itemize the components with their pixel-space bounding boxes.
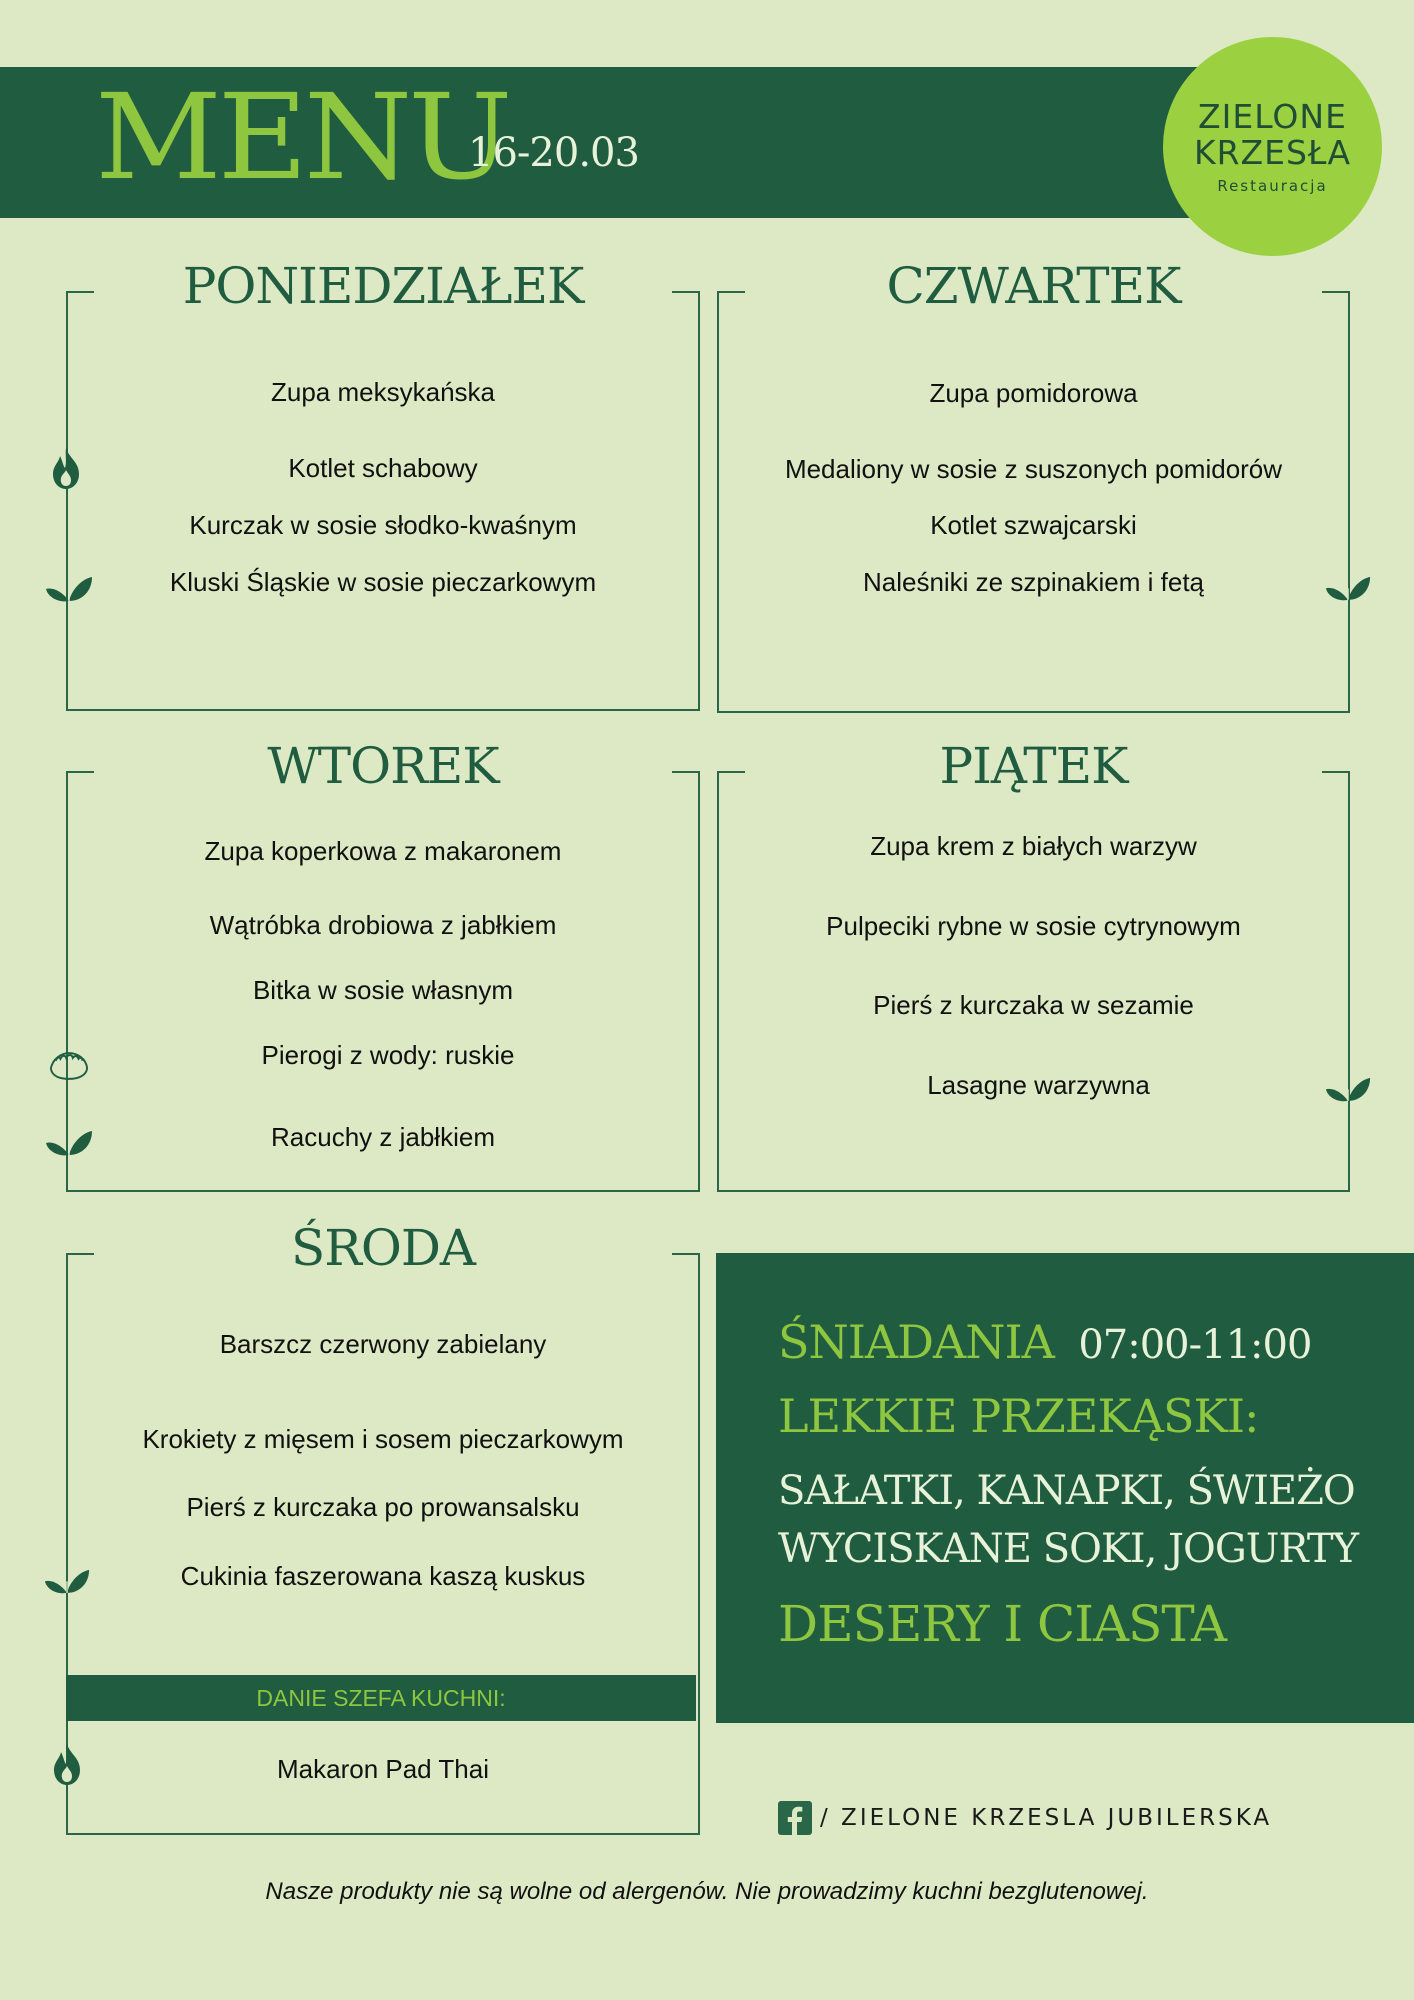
snacks-line-2: WYCISKANE SOKI, JOGURTY — [778, 1526, 1358, 1572]
day-title-thursday: CZWARTEK — [886, 257, 1181, 315]
chef-special-label: DANIE SZEFA KUCHNI: — [66, 1675, 696, 1721]
leaf-icon — [44, 1123, 94, 1157]
restaurant-logo — [1163, 37, 1382, 256]
dish-item: Kurczak w sosie słodko-kwaśnym — [189, 510, 577, 540]
breakfast-panel — [716, 1253, 1414, 1723]
dish-item: Naleśniki ze szpinakiem i fetą — [862, 567, 1205, 597]
dish-item: Kluski Śląskie w sosie pieczarkowym — [169, 567, 597, 597]
breakfast-title: ŚNIADANIA — [778, 1315, 1054, 1369]
dish-item: Kotlet schabowy — [288, 453, 478, 483]
day-box-wednesday — [66, 1219, 700, 1835]
logo-subtitle: Restauracja — [1217, 176, 1328, 195]
dish-item: Cukinia faszerowana kaszą kuskus — [180, 1561, 586, 1591]
dish-item: Pierogi z wody: ruskie — [261, 1040, 515, 1070]
logo-line-2: KRZESŁA — [1193, 132, 1352, 172]
facebook-icon[interactable] — [778, 1801, 812, 1835]
day-box-monday — [66, 257, 700, 711]
dish-item: Lasagne warzywna — [927, 1070, 1150, 1100]
snacks-line-1: SAŁATKI, KANAPKI, ŚWIEŻO — [778, 1468, 1355, 1514]
dish-item: Zupa meksykańska — [271, 377, 495, 407]
desserts-title: DESERY I CIASTA — [778, 1595, 1227, 1653]
dish-item: Pierś z kurczaka po prowansalsku — [186, 1492, 580, 1522]
social-link[interactable] — [778, 1800, 1272, 1836]
dish-item: Wątróbka drobiowa z jabłkiem — [209, 910, 557, 940]
leaf-icon — [1324, 569, 1372, 602]
dish-item: Zupa pomidorowa — [929, 378, 1138, 408]
leaf-icon — [1324, 1070, 1372, 1103]
breakfast-hours: 07:00-11:00 — [1078, 1322, 1312, 1368]
dish-item: Medaliony w sosie z suszonych pomidorów — [784, 454, 1283, 484]
breakfast-title-row — [778, 1315, 1312, 1369]
day-box-friday — [717, 737, 1350, 1192]
dish-item: Barszcz czerwony zabielany — [219, 1329, 547, 1359]
leaf-icon — [44, 569, 94, 603]
dish-item: Bitka w sosie własnym — [252, 975, 514, 1005]
chef-dish: Makaron Pad Thai — [277, 1754, 489, 1784]
dish-item: Zupa krem z białych warzyw — [870, 831, 1197, 861]
allergen-note: Nasze produkty nie są wolne od alergenów. Nie prowadzimy kuchni bezglutenowej. — [265, 1878, 1149, 1905]
leaf-icon — [43, 1562, 91, 1595]
snacks-title: LEKKIE PRZEKĄSKI: — [778, 1389, 1259, 1443]
flame-icon — [51, 446, 81, 490]
day-box-tuesday — [66, 737, 700, 1192]
menu-title: MENU — [95, 68, 509, 206]
menu-date: 16-20.03 — [468, 130, 639, 176]
day-box-thursday — [717, 257, 1350, 713]
day-title-wednesday: ŚRODA — [290, 1219, 476, 1277]
dish-item: Kotlet szwajcarski — [930, 510, 1137, 540]
flame-icon — [52, 1742, 82, 1786]
dish-item: Racuchy z jabłkiem — [271, 1122, 495, 1152]
day-title-tuesday: WTOREK — [267, 737, 499, 795]
dish-item: Pierś z kurczaka w sezamie — [873, 990, 1194, 1020]
dish-item: Pulpeciki rybne w sosie cytrynowym — [826, 911, 1241, 941]
dish-item: Krokiety z mięsem i sosem pieczarkowym — [142, 1424, 624, 1454]
social-text: / ZIELONE KRZESLA JUBILERSKA — [820, 1805, 1273, 1831]
dumpling-icon — [48, 1049, 90, 1082]
dish-item: Zupa koperkowa z makaronem — [204, 836, 562, 866]
day-title-friday: PIĄTEK — [939, 737, 1128, 795]
logo-line-1: ZIELONE — [1198, 96, 1347, 136]
day-title-monday: PONIEDZIAŁEK — [182, 257, 584, 315]
